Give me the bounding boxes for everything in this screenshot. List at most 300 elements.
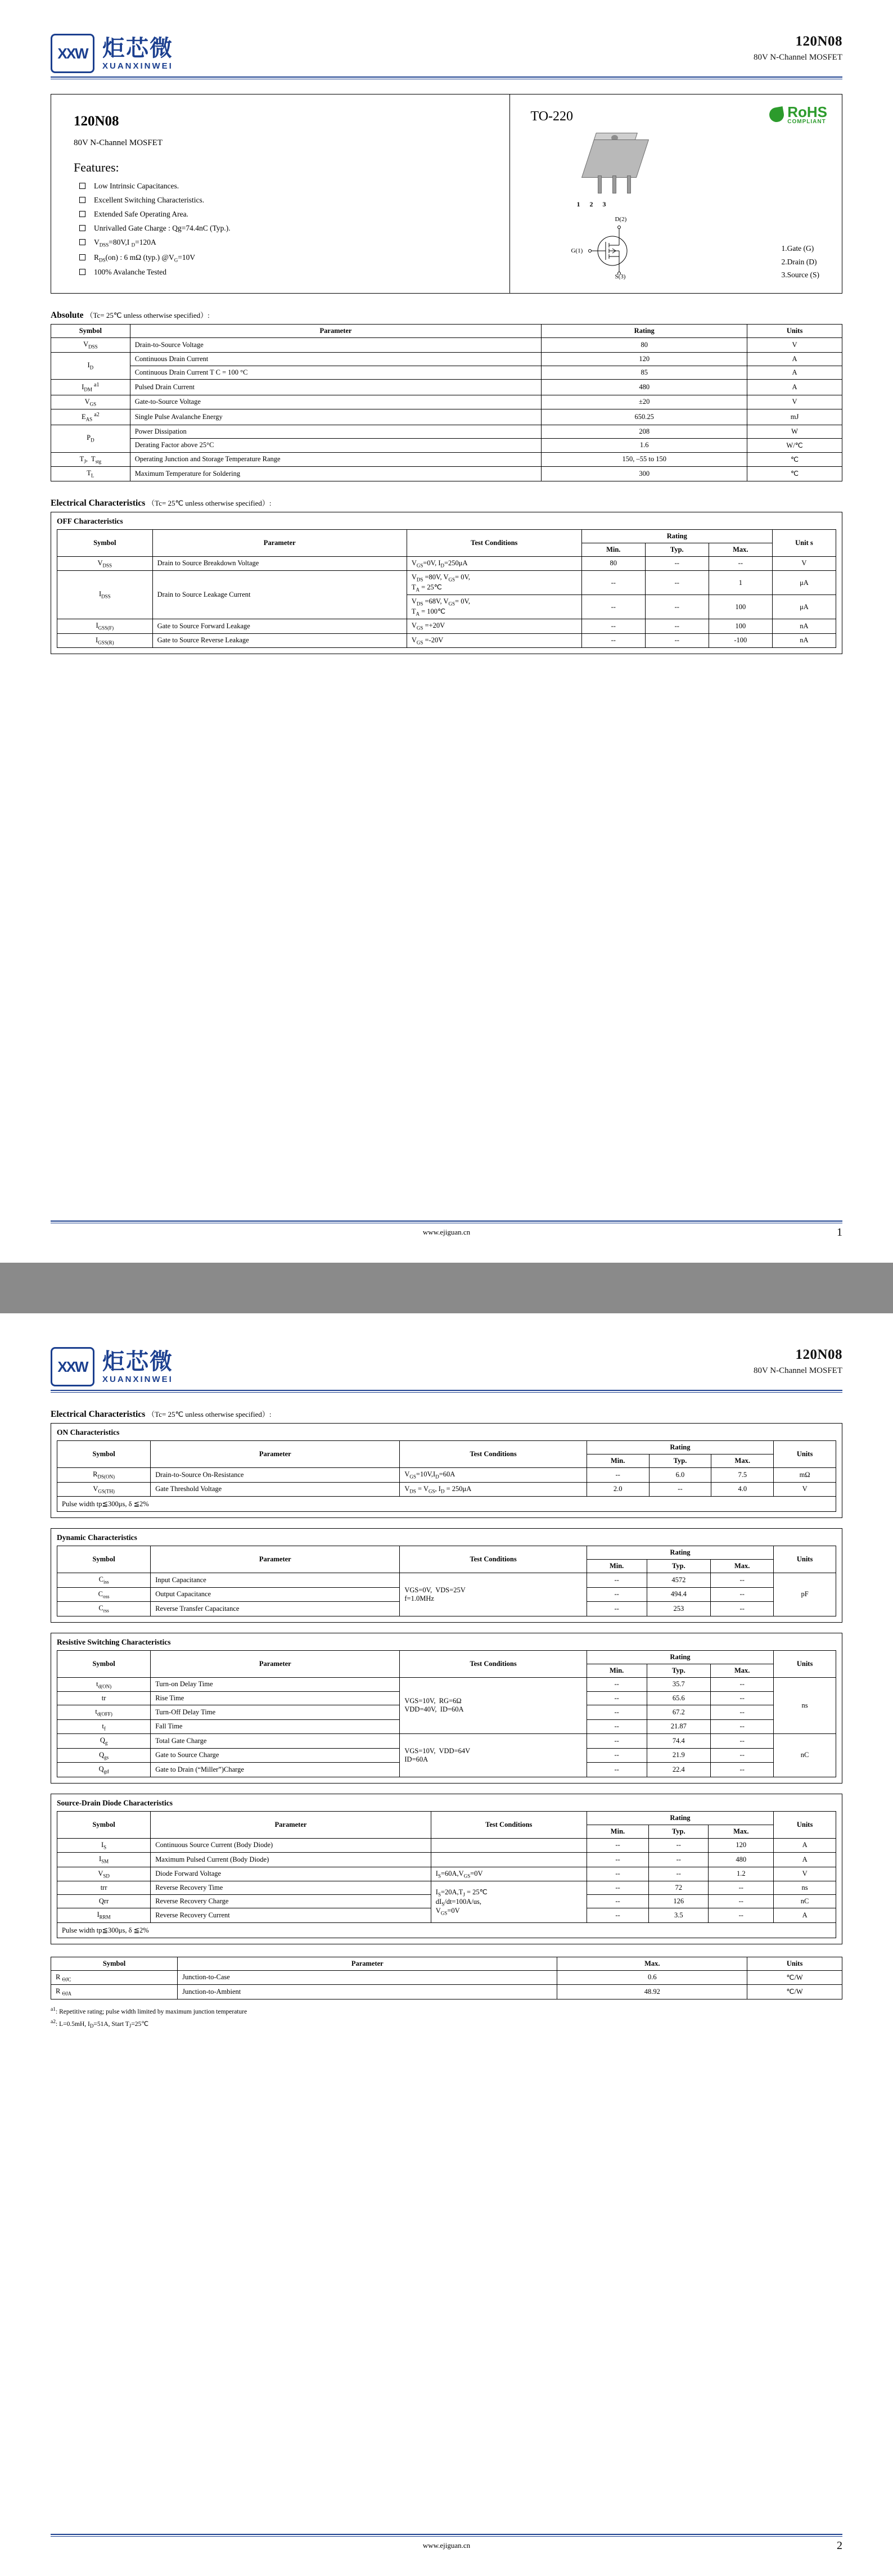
cell-symbol: $V_{DSS}$	[57, 556, 153, 571]
company-name-en: XUANXINWEI	[102, 1374, 173, 1384]
cell-typ: --	[649, 1838, 709, 1853]
cell-typ: 494.4	[647, 1587, 711, 1602]
cell-rating: 1.6	[542, 438, 747, 452]
footnotes	[51, 2005, 842, 2031]
cell-parameter: Reverse Recovery Charge	[151, 1895, 431, 1908]
features-heading: Features:	[74, 160, 119, 174]
cell-unit: nC	[774, 1895, 836, 1908]
col-test-conditions: Test Conditions	[431, 1811, 587, 1838]
cell-conditions	[431, 1838, 587, 1853]
table-header-row	[51, 1957, 842, 1970]
header-description: 80V N-Channel MOSFET	[753, 53, 842, 62]
absolute-ratings-table	[51, 324, 842, 481]
cell-max: 1.2	[709, 1867, 774, 1881]
cell-unit: ℃/W	[747, 1970, 842, 1985]
col-rating: Rating	[581, 529, 772, 543]
col-min: Min.	[581, 543, 645, 556]
cell-min: --	[587, 1587, 647, 1602]
table-row	[51, 379, 842, 395]
cell-symbol: $Q_{gs}$	[57, 1748, 151, 1763]
feature-item: $V_{DSS}=80V,I$ $_D$=120A	[79, 238, 493, 248]
cell-typ: 126	[649, 1895, 709, 1908]
cell-unit: pF	[774, 1573, 836, 1616]
cell-rating: 85	[542, 366, 747, 379]
page-header	[51, 1347, 842, 1386]
cell-symbol: Qrr	[57, 1895, 151, 1908]
page-1-footer	[51, 1221, 842, 1237]
table-row	[51, 338, 842, 353]
col-typ: Typ.	[647, 1560, 711, 1573]
table-header-row	[51, 325, 842, 338]
cell-min: --	[587, 1468, 649, 1483]
feature-item: 100% Avalanche Tested	[79, 268, 493, 277]
cell-parameter: Continuous Drain Current T C = 100 °C	[130, 366, 542, 379]
table-row	[57, 1838, 836, 1853]
col-parameter: Parameter	[151, 1811, 431, 1838]
company-name-cn: 炬芯微	[102, 1348, 173, 1375]
col-test-conditions: Test Conditions	[400, 1650, 587, 1677]
cell-max: --	[711, 1692, 774, 1705]
cell-max: --	[709, 556, 772, 571]
header-divider	[51, 76, 842, 78]
cell-parameter: Gate to Source Charge	[151, 1748, 400, 1763]
cell-max: 4.0	[711, 1482, 774, 1497]
cell-typ: 4572	[647, 1573, 711, 1588]
col-symbol: Symbol	[57, 529, 153, 556]
cell-typ: 6.0	[649, 1468, 711, 1483]
dynamic-characteristics-caption: Dynamic Characteristics	[57, 1533, 137, 1542]
table-row	[51, 1970, 842, 1985]
table-row	[57, 1468, 836, 1483]
cell-parameter: Output Capacitance	[151, 1587, 400, 1602]
cell-min: --	[581, 633, 645, 648]
cell-units: V	[747, 395, 842, 409]
cell-typ: --	[649, 1853, 709, 1867]
cell-units: ℃	[747, 452, 842, 467]
cell-units: W/℃	[747, 438, 842, 452]
table-row	[51, 409, 842, 425]
cell-rating: 120	[542, 352, 747, 366]
cell-parameter: Drain-to-Source On-Resistance	[151, 1468, 400, 1483]
cell-unit: V	[772, 556, 836, 571]
cell-unit: A	[774, 1853, 836, 1867]
cell-conditions: $V_{DS} =80V$, $V_{GS}= 0V$, $T_A$ = 25℃	[407, 571, 581, 595]
page-gap	[0, 1263, 893, 1313]
table-row	[51, 366, 842, 379]
footer-page-number: 1	[837, 1226, 842, 1239]
cell-symbol: $t_{d(ON)}$	[57, 1677, 151, 1692]
on-characteristics-caption: ON Characteristics	[57, 1428, 120, 1436]
cell-symbol: $Q_g$	[57, 1734, 151, 1749]
cell-max: --	[709, 1908, 774, 1923]
rohs-compliant-label: COMPLIANT	[787, 119, 826, 125]
cell-typ: --	[645, 556, 709, 571]
cell-symbol: $t_{d(OFF)}$	[57, 1705, 151, 1720]
col-parameter: Parameter	[152, 529, 407, 556]
col-parameter: Parameter	[151, 1441, 400, 1468]
table-row	[51, 395, 842, 409]
cell-unit: nA	[772, 619, 836, 634]
col-symbol: Symbol	[57, 1441, 151, 1468]
cell-symbol: $I_{DSS}$	[57, 571, 153, 619]
col-max: Max.	[709, 543, 772, 556]
col-units: Units	[774, 1811, 836, 1838]
cell-symbol: $V_{GS(TH)}$	[57, 1482, 151, 1497]
source-drain-caption: Source-Drain Diode Characteristics	[57, 1798, 173, 1807]
table-row	[57, 633, 836, 648]
cell-typ: 22.4	[647, 1763, 711, 1777]
cell-typ: --	[645, 571, 709, 595]
col-rating: Rating	[587, 1546, 773, 1560]
symbol-gate-label: G(1)	[571, 247, 583, 254]
pin-item: 3.Source (S)	[781, 271, 820, 280]
dynamic-characteristics-block	[51, 1528, 842, 1623]
cell-parameter: Power Dissipation	[130, 425, 542, 438]
off-characteristics-table	[57, 529, 836, 648]
on-characteristics-block	[51, 1423, 842, 1518]
col-units: Units	[774, 1546, 836, 1573]
cell-typ: 21.87	[647, 1719, 711, 1734]
cell-symbol: $T_L$	[51, 467, 130, 481]
cell-conditions: $V_{GS}=0V$, $I_D=250\mu A$	[407, 556, 581, 571]
cell-parameter: Total Gate Charge	[151, 1734, 400, 1749]
cell-unit: ns	[774, 1677, 836, 1734]
feature-item: Excellent Switching Characteristics.	[79, 196, 493, 205]
col-min: Min.	[587, 1825, 648, 1838]
electrical-section-title-1	[51, 497, 842, 508]
cell-conditions: $V_{DS} =68V$, $V_{GS}= 0V$, $T_A$ = 100℃	[407, 595, 581, 619]
cell-symbol: $E_{AS}$ $^{a2}$	[51, 409, 130, 425]
table-header-row	[57, 1650, 836, 1664]
cell-min: --	[587, 1719, 647, 1734]
cell-rating: 650.25	[542, 409, 747, 425]
col-max: Max.	[711, 1664, 774, 1677]
cell-min: --	[587, 1734, 647, 1749]
absolute-section-title	[51, 309, 842, 321]
cell-parameter: Gate-to-Source Voltage	[130, 395, 542, 409]
package-name: TO-220	[530, 109, 574, 124]
col-rating: Rating	[587, 1650, 773, 1664]
col-symbol: Symbol	[57, 1811, 151, 1838]
cell-units: A	[747, 366, 842, 379]
cell-min: 2.0	[587, 1482, 649, 1497]
cell-min: --	[587, 1677, 647, 1692]
footer-url[interactable]: www.ejiguan.cn	[422, 1228, 471, 1236]
to220-package-icon	[578, 139, 662, 193]
electrical-title-text: Electrical Characteristics	[51, 1409, 146, 1419]
feature-item: Unrivalled Gate Charge : Qg=74.4nC (Typ.).	[79, 224, 493, 233]
cell-parameter: Turn-Off Delay Time	[151, 1705, 400, 1720]
cell-conditions: $I_S=60A,V_{GS}=0V$	[431, 1867, 587, 1881]
footer-page-number: 2	[837, 2539, 842, 2552]
col-symbol: Symbol	[51, 1957, 178, 1970]
cell-typ: --	[645, 619, 709, 634]
cell-units: mJ	[747, 409, 842, 425]
col-test-conditions: Test Conditions	[407, 529, 581, 556]
electrical-title-note: （Tc= 25℃ unless otherwise specified）:	[147, 498, 272, 507]
table-header-row	[57, 529, 836, 543]
overview-subtitle: 80V N-Channel MOSFET	[74, 138, 163, 147]
company-logo	[51, 34, 173, 73]
cell-max: --	[711, 1705, 774, 1720]
cell-min: --	[581, 619, 645, 634]
cell-typ: 35.7	[647, 1677, 711, 1692]
cell-max: --	[709, 1895, 774, 1908]
cell-parameter: Continuous Drain Current	[130, 352, 542, 366]
cell-parameter: Input Capacitance	[151, 1573, 400, 1588]
absolute-title-note: （Tc= 25℃ unless otherwise specified）:	[85, 311, 210, 320]
cell-symbol: $I_S$	[57, 1838, 151, 1853]
cell-unit: A	[774, 1838, 836, 1853]
company-name-cn: 炬芯微	[102, 35, 173, 61]
source-drain-note: Pulse width tp≦300μs, δ ≦2%	[57, 1923, 836, 1938]
cell-max: --	[711, 1573, 774, 1588]
table-row	[51, 452, 842, 467]
col-max: Max.	[709, 1825, 774, 1838]
col-min: Min.	[587, 1454, 649, 1468]
cell-max: --	[711, 1734, 774, 1749]
logo-mark-icon	[51, 1347, 94, 1386]
cell-parameter: Drain to Source Breakdown Voltage	[152, 556, 407, 571]
cell-parameter: Junction-to-Ambient	[178, 1985, 557, 1999]
cell-symbol: $t_f$	[57, 1719, 151, 1734]
col-parameter: Parameter	[178, 1957, 557, 1970]
pin-numbers: 1 2 3	[576, 200, 610, 208]
logo-mark-text: XXW	[57, 1358, 88, 1375]
cell-conditions: VGS=10V, VDD=64V ID=60A	[400, 1734, 587, 1777]
cell-symbol: $C_{rss}$	[57, 1602, 151, 1616]
table-row	[57, 1677, 836, 1692]
cell-min: --	[587, 1908, 648, 1923]
cell-rating: 300	[542, 467, 747, 481]
cell-conditions: VGS=0V, VDS=25V f=1.0MHz	[400, 1573, 587, 1616]
col-parameter: Parameter	[151, 1546, 400, 1573]
feature-item: Extended Safe Operating Area.	[79, 210, 493, 219]
on-characteristics-table	[57, 1440, 836, 1497]
company-logo	[51, 1347, 173, 1386]
col-typ: Typ.	[645, 543, 709, 556]
header-description: 80V N-Channel MOSFET	[753, 1366, 842, 1375]
overview-box	[51, 94, 842, 294]
header-divider	[51, 1390, 842, 1391]
cell-unit: nC	[774, 1734, 836, 1777]
cell-max: -100	[709, 633, 772, 648]
cell-min: --	[587, 1748, 647, 1763]
footnote-item: $^{a1}$: Repetitive rating; pulse width limited by maximum junction temperature	[51, 2006, 247, 2015]
cell-parameter: Gate to Drain (“Miller”)Charge	[151, 1763, 400, 1777]
on-characteristics-note: Pulse width tp≦300μs, δ ≦2%	[57, 1497, 836, 1512]
table-row	[57, 1853, 836, 1867]
cell-rating: ±20	[542, 395, 747, 409]
leaf-icon	[768, 106, 785, 123]
cell-parameter: Junction-to-Case	[178, 1970, 557, 1985]
cell-units: A	[747, 379, 842, 395]
pin-assignment-list	[782, 242, 820, 282]
cell-rating: 480	[542, 379, 747, 395]
table-row	[51, 425, 842, 438]
electrical-section-title-2	[51, 1408, 842, 1420]
cell-symbol: $Q_{gd}$	[57, 1763, 151, 1777]
cell-max: --	[711, 1587, 774, 1602]
cell-typ: 21.9	[647, 1748, 711, 1763]
cell-unit: V	[774, 1482, 836, 1497]
col-max: Max.	[711, 1454, 774, 1468]
switching-characteristics-table	[57, 1650, 836, 1777]
col-min: Min.	[587, 1664, 647, 1677]
switching-characteristics-block	[51, 1633, 842, 1784]
cell-conditions: $V_{GS}=10V,I_D=60A$	[400, 1468, 587, 1483]
col-units: Units	[747, 325, 842, 338]
cell-unit: V	[774, 1867, 836, 1881]
cell-units: W	[747, 425, 842, 438]
cell-symbol: $I_{RRM}$	[57, 1908, 151, 1923]
cell-typ: 65.6	[647, 1692, 711, 1705]
cell-min: --	[587, 1692, 647, 1705]
cell-min: --	[581, 571, 645, 595]
cell-parameter: Gate to Source Reverse Leakage	[152, 633, 407, 648]
col-symbol: Symbol	[57, 1546, 151, 1573]
cell-min: --	[587, 1838, 648, 1853]
col-parameter: Parameter	[151, 1650, 400, 1677]
cell-min: --	[587, 1867, 648, 1881]
table-row	[57, 1573, 836, 1588]
page-1	[0, 0, 893, 1263]
cell-min: --	[587, 1705, 647, 1720]
cell-unit: μA	[772, 571, 836, 595]
cell-typ: 67.2	[647, 1705, 711, 1720]
cell-typ: 253	[647, 1602, 711, 1616]
pin-item: 2.Drain (D)	[781, 257, 817, 266]
cell-symbol: $V_{SD}$	[57, 1867, 151, 1881]
cell-symbol: R $_{ӨJA}$	[51, 1985, 178, 1999]
table-header-row	[57, 1441, 836, 1454]
cell-unit: nA	[772, 633, 836, 648]
cell-parameter: Pulsed Drain Current	[130, 379, 542, 395]
logo-mark-text: XXW	[57, 44, 88, 62]
cell-min: --	[587, 1853, 648, 1867]
switching-characteristics-caption: Resistive Switching Characteristics	[57, 1637, 171, 1646]
cell-symbol: $V_{DSS}$	[51, 338, 130, 353]
cell-typ: --	[645, 595, 709, 619]
col-max: Max.	[711, 1560, 774, 1573]
pin-item: 1.Gate (G)	[781, 244, 814, 253]
cell-min: 80	[581, 556, 645, 571]
symbol-drain-label: D(2)	[615, 216, 627, 223]
cell-max: --	[711, 1602, 774, 1616]
source-drain-block	[51, 1794, 842, 1944]
cell-units: V	[747, 338, 842, 353]
cell-parameter: Fall Time	[151, 1719, 400, 1734]
cell-conditions: $V_{DS} = V_{GS}$, $I_D = 250\mu A$	[400, 1482, 587, 1497]
col-units: Units	[774, 1650, 836, 1677]
cell-symbol: R $_{ӨJC}$	[51, 1970, 178, 1985]
col-symbol: Symbol	[51, 325, 130, 338]
electrical-title-text: Electrical Characteristics	[51, 498, 146, 508]
cell-unit: μA	[772, 595, 836, 619]
col-test-conditions: Test Conditions	[400, 1546, 587, 1573]
source-drain-table	[57, 1811, 836, 1923]
cell-max: --	[711, 1763, 774, 1777]
cell-min: --	[587, 1881, 648, 1895]
col-min: Min.	[587, 1560, 647, 1573]
cell-parameter: Derating Factor above 25°C	[130, 438, 542, 452]
cell-rating: 208	[542, 425, 747, 438]
cell-typ: 72	[649, 1881, 709, 1895]
page-2-footer	[51, 2534, 842, 2550]
cell-min: --	[587, 1602, 647, 1616]
table-header-row	[57, 1811, 836, 1825]
logo-mark-icon	[51, 34, 94, 73]
cell-parameter: Gate to Source Forward Leakage	[152, 619, 407, 634]
cell-symbol: $T_J$, $T_{stg}$	[51, 452, 130, 467]
cell-parameter: Drain to Source Leakage Current	[152, 571, 407, 619]
package-panel	[509, 94, 842, 293]
cell-max: --	[711, 1677, 774, 1692]
col-units: Unit s	[772, 529, 836, 556]
rohs-label: RoHS	[787, 103, 828, 120]
footer-url[interactable]: www.ejiguan.cn	[422, 2541, 471, 2550]
col-rating: Rating	[587, 1441, 773, 1454]
cell-parameter: Operating Junction and Storage Temperature Range	[130, 452, 542, 467]
cell-max: --	[709, 1881, 774, 1895]
cell-max: 1	[709, 571, 772, 595]
col-max: Max.	[557, 1957, 747, 1970]
cell-max: 480	[709, 1853, 774, 1867]
rohs-badge	[769, 105, 827, 125]
col-test-conditions: Test Conditions	[400, 1441, 587, 1468]
cell-rating: 150, –55 to 150	[542, 452, 747, 467]
cell-min: --	[581, 595, 645, 619]
cell-symbol: $I_{SM}$	[57, 1853, 151, 1867]
cell-symbol: $C_{iss}$	[57, 1573, 151, 1588]
cell-max: --	[711, 1748, 774, 1763]
cell-typ: --	[645, 633, 709, 648]
dynamic-characteristics-table	[57, 1546, 836, 1616]
cell-max: 7.5	[711, 1468, 774, 1483]
header-part-number: 120N08	[795, 34, 842, 49]
cell-parameter: Maximum Temperature for Soldering	[130, 467, 542, 481]
absolute-title-text: Absolute	[51, 310, 84, 321]
col-units: Units	[747, 1957, 842, 1970]
cell-conditions: $I_S=20A,T_J$ = 25℃ $dI_S/dt=100A/us$, $V_{GS}=0V$	[431, 1881, 587, 1923]
table-row	[57, 556, 836, 571]
cell-parameter: Turn-on Delay Time	[151, 1677, 400, 1692]
cell-unit: mΩ	[774, 1468, 836, 1483]
cell-typ: --	[649, 1482, 711, 1497]
cell-symbol: $P_D$	[51, 425, 130, 452]
cell-parameter: Maximum Pulsed Current (Body Diode)	[151, 1853, 431, 1867]
table-row	[57, 1867, 836, 1881]
cell-unit: ℃/W	[747, 1985, 842, 1999]
cell-parameter: Gate Threshold Voltage	[151, 1482, 400, 1497]
col-rating: Rating	[542, 325, 747, 338]
cell-max: 48.92	[557, 1985, 747, 1999]
col-typ: Typ.	[647, 1664, 711, 1677]
mosfet-symbol-icon	[578, 223, 645, 273]
off-characteristics-caption: OFF Characteristics	[57, 516, 123, 525]
table-row	[57, 619, 836, 634]
table-row	[51, 438, 842, 452]
page-2	[0, 1313, 893, 2576]
table-header-row	[57, 1546, 836, 1560]
table-row	[51, 467, 842, 481]
cell-parameter: Single Pulse Avalanche Energy	[130, 409, 542, 425]
cell-symbol: $I_{GSS(F)}$	[57, 619, 153, 634]
cell-symbol: $I_{DM}$ $^{a1}$	[51, 379, 130, 395]
cell-typ: --	[649, 1867, 709, 1881]
cell-parameter: Drain-to-Source Voltage	[130, 338, 542, 353]
cell-typ: 3.5	[649, 1908, 709, 1923]
